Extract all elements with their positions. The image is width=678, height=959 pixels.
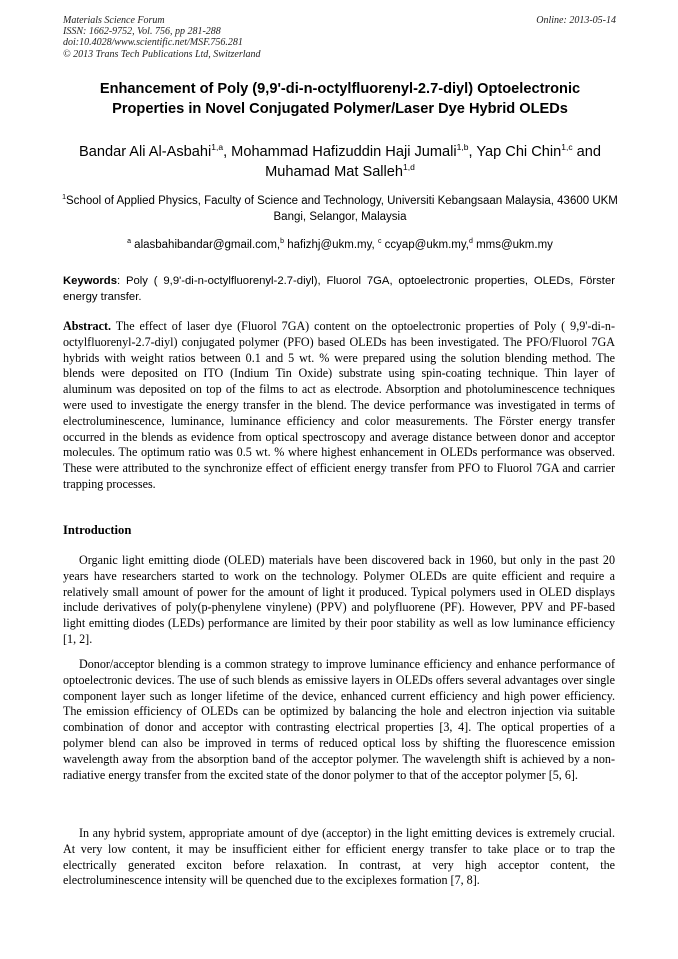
- email-separator: ,: [276, 239, 281, 251]
- email-list: [60, 238, 620, 253]
- author-affiliation-mark: 1,a: [211, 142, 224, 153]
- author-name: Muhamad Mat Salleh: [265, 163, 404, 180]
- keywords: [63, 273, 615, 305]
- intro-paragraph: Donor/acceptor blending is a common strategy to improve luminance efficiency and enhance performance of optoelectronic devices. The use of such blends as emissive layers in OLEDs offers several advantages over single component layer such as longer lifetime of the device, enhanced current efficiency and high power efficiency. The emission efficiency of OLEDs can be optimized by balancing the hole and electron injection via suitable combination of donor and acceptor with contrasting electrical properties [3, 4]. The optical properties of a polymer blend can also be improved in terms of reduced optical loss by shifting the fluorescence emission wavelength away from the absorption band of the acceptor polymer. The wavelength shift is achieved by a non-radiative energy transfer from the excited state of the donor polymer to that of the acceptor polymer [5, 6].: [63, 657, 615, 782]
- author-affiliation-mark: 1,b: [456, 142, 469, 153]
- author-affiliation-mark: 1,d: [403, 161, 415, 172]
- section-heading-introduction: Introduction: [63, 523, 132, 537]
- keywords-label: Keywords: [63, 275, 117, 287]
- author-name: Bandar Ali Al-Asbahi: [79, 144, 212, 160]
- email-address[interactable]: alasbahibandar@gmail.com: [134, 239, 277, 251]
- author-separator: ,: [468, 144, 477, 160]
- email-mark: a: [127, 238, 131, 246]
- abstract-text: The effect of laser dye (Fluorol 7GA) content on the optoelectronic properties of Poly ( 9,9'-di-n-octylfluorenyl-2.7-diyl) conjugated polymer (PFO) based OLEDs has been investigated. The PFO/Fluorol 7GA hybrids with weight ratios between 0.1 and 5 wt. % were prepared using the solution blending method. The blends were deposited on ITO (Indium Tin Oxide) substrate using spin-coating technique. Thin layer of aluminum was deposited on top of the films to act as electrode. Absorption and photoluminescence techniques were used to investigate the energy transfer in the blend. The device performance was investigated in terms of electroluminescence, luminance, luminance efficiency and color measurements. The Förster energy transfer occurred in the blends as evidence from optical spectroscopy and average distance between donor and acceptor molecules. The optimum ratio was 0.5 wt. % where highest enhancement in OLEDs performance was observed. These were attributed to the synchronize effect of efficient energy transfer from PFO to Fluorol 7GA and carrier trapping processes.: [63, 319, 615, 491]
- journal-name: Materials Science Forum: [63, 15, 165, 26]
- email-separator: ,: [371, 239, 378, 251]
- email-address[interactable]: ccyap@ukm.my: [384, 239, 466, 251]
- abstract-label: Abstract.: [63, 319, 112, 333]
- affiliation-mark: 1: [62, 194, 66, 202]
- author-list: [55, 143, 625, 182]
- affiliation: [60, 194, 620, 225]
- intro-paragraph: Organic light emitting diode (OLED) materials have been discovered back in 1960, but only in the past 20 years have researchers started to work on the technology. Polymer OLEDs are quite efficient and require a relatively small amount of power for the amount of light it produced. Typical polymers used in OLED displays include derivatives of poly(p-phenylene vinylene) (PPV) and polyfluorene (PF). However, PPV and PF-based light emitting diodes (LEDs) performance are limited by their poor stability as well as low luminance efficiency [1, 2].: [63, 553, 615, 646]
- author-name: Yap Chi Chin: [476, 144, 562, 160]
- keywords-text: : Poly ( 9,9'-di-n-octylfluorenyl-2.7-diyl), Fluorol 7GA, optoelectronic properties, OLEDs, Förster energy transfer.: [63, 275, 615, 303]
- author-separator: and: [572, 144, 601, 160]
- author-name: Mohammad Hafizuddin Haji Jumali: [231, 144, 457, 160]
- doi-line: doi:10.4028/www.scientific.net/MSF.756.281: [63, 37, 243, 49]
- email-mark: d: [468, 238, 473, 246]
- email-address[interactable]: hafizhj@ukm.my: [287, 239, 372, 251]
- email-mark: c: [377, 238, 382, 246]
- copyright-line: © 2013 Trans Tech Publications Ltd, Switzerland: [63, 48, 261, 60]
- paper-title: Enhancement of Poly (9,9'-di-n-octylfluorenyl-2.7-diyl) Optoelectronic Properties in Novel Conjugated Polymer/Laser Dye Hybrid OLEDs: [99, 81, 581, 117]
- author-affiliation-mark: 1,c: [561, 142, 573, 153]
- email-mark: b: [280, 238, 285, 246]
- online-date: Online: 2013-05-14: [536, 15, 616, 26]
- intro-paragraph: In any hybrid system, appropriate amount of dye (acceptor) in the light emitting devices is extremely crucial. At very low content, it may be insufficient either for efficient energy transfer to take place or to trap the electrically generated exciton before relaxation. In contrast, at very high acceptor content, the electroluminescence intensity will be quenched due to the exciplexes formation [7, 8].: [63, 826, 615, 888]
- abstract: [63, 319, 615, 493]
- email-address[interactable]: mms@ukm.my: [476, 239, 553, 251]
- email-separator: ,: [465, 239, 469, 251]
- affiliation-text: School of Applied Physics, Faculty of Science and Technology, Universiti Kebangsaan Malaysia, 43600 UKM Bangi, Selangor, Malaysia: [66, 195, 618, 223]
- author-separator: ,: [223, 144, 232, 160]
- journal-header: [63, 15, 616, 60]
- issn-line: ISSN: 1662-9752, Vol. 756, pp 281-288: [63, 26, 221, 38]
